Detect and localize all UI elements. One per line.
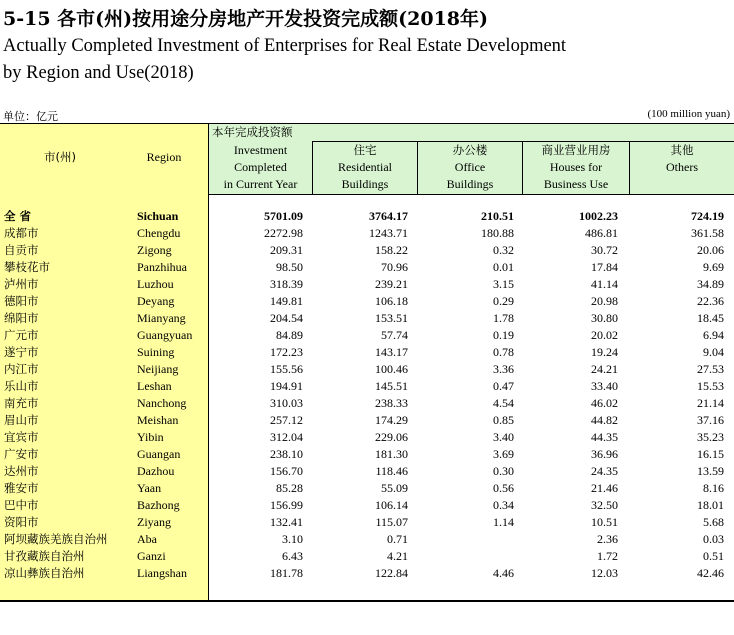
residential-cell: 55.09 — [381, 481, 408, 495]
header-business-cn: 商业营业用房 — [541, 143, 611, 157]
office-cell: 3.36 — [493, 362, 514, 376]
residential-cell: 57.74 — [381, 328, 408, 342]
region-en-cell: Liangshan — [137, 566, 187, 580]
others-cell: 35.23 — [697, 430, 724, 444]
table-row — [0, 480, 734, 497]
region-cn-cell: 眉山市 — [4, 413, 39, 427]
region-en-cell: Leshan — [137, 379, 172, 393]
region-en-cell: Nanchong — [137, 396, 187, 410]
office-cell: 180.88 — [481, 226, 514, 240]
table-row — [0, 310, 734, 327]
table-row — [0, 225, 734, 242]
others-cell: 361.58 — [691, 226, 724, 240]
table-row — [0, 378, 734, 395]
total-cell: 318.39 — [270, 277, 303, 291]
total-cell: 181.78 — [270, 566, 303, 580]
region-cn-cell: 自贡市 — [4, 243, 39, 257]
header-office-l3: Buildings — [446, 177, 494, 191]
region-cn-cell: 广安市 — [4, 447, 39, 461]
region-cn-cell: 泸州市 — [4, 277, 39, 291]
header-total-l1: Investment — [233, 143, 288, 157]
total-cell: 204.54 — [270, 311, 303, 325]
business-cell: 17.84 — [591, 260, 618, 274]
others-cell: 20.06 — [697, 243, 724, 257]
office-cell: 1.78 — [493, 311, 514, 325]
page-title-en-line2: by Region and Use(2018) — [3, 63, 194, 83]
region-en-cell: Yaan — [137, 481, 162, 495]
business-cell: 41.14 — [591, 277, 618, 291]
office-cell: 210.51 — [481, 209, 514, 223]
total-cell: 149.81 — [270, 294, 303, 308]
header-total — [209, 142, 312, 193]
residential-cell: 174.29 — [375, 413, 408, 427]
residential-cell: 239.21 — [375, 277, 408, 291]
region-en-cell: Bazhong — [137, 498, 180, 512]
region-en-cell: Guangan — [137, 447, 181, 461]
others-cell: 6.94 — [703, 328, 724, 342]
total-cell: 5701.09 — [264, 209, 303, 223]
table-row — [0, 259, 734, 276]
region-cn-cell: 绵阳市 — [4, 311, 39, 325]
others-cell: 724.19 — [691, 209, 724, 223]
region-en-cell: Deyang — [137, 294, 175, 308]
region-cn-cell: 内江市 — [4, 362, 39, 376]
business-cell: 32.50 — [591, 498, 618, 512]
business-cell: 24.21 — [591, 362, 618, 376]
region-cn-cell: 甘孜藏族自治州 — [4, 549, 85, 563]
region-cn-cell: 达州市 — [4, 464, 39, 478]
office-cell: 0.34 — [493, 498, 514, 512]
office-cell: 0.47 — [493, 379, 514, 393]
header-residential-l3: Buildings — [341, 177, 389, 191]
total-cell: 155.56 — [270, 362, 303, 376]
business-cell: 21.46 — [591, 481, 618, 495]
residential-cell: 238.33 — [375, 396, 408, 410]
business-cell: 20.02 — [591, 328, 618, 342]
table-row — [0, 565, 734, 582]
others-cell: 18.45 — [697, 311, 724, 325]
total-cell: 156.99 — [270, 498, 303, 512]
header-residential-cn: 住宅 — [353, 143, 377, 157]
table-row — [0, 548, 734, 565]
table-row — [0, 446, 734, 463]
total-cell: 209.31 — [270, 243, 303, 257]
business-cell: 19.24 — [591, 345, 618, 359]
region-en-cell: Suining — [137, 345, 175, 359]
region-en-cell: Chengdu — [137, 226, 181, 240]
header-business — [523, 142, 629, 193]
header-region-en: Region — [146, 150, 182, 164]
residential-cell: 106.14 — [375, 498, 408, 512]
office-cell: 0.56 — [493, 481, 514, 495]
others-cell: 34.89 — [697, 277, 724, 291]
office-cell: 4.46 — [493, 566, 514, 580]
table-header — [0, 123, 734, 195]
residential-cell: 145.51 — [375, 379, 408, 393]
page-title-cn: 5-15 各市(州)按用途分房地产开发投资完成额(2018年) — [3, 8, 489, 30]
table-row — [0, 412, 734, 429]
table-row — [0, 497, 734, 514]
table-bottom-rule — [0, 600, 734, 602]
region-en-cell: Yibin — [137, 430, 164, 444]
header-others — [630, 142, 734, 176]
table-row — [0, 327, 734, 344]
total-cell: 257.12 — [270, 413, 303, 427]
header-others-cn: 其他 — [670, 143, 694, 157]
office-cell: 4.54 — [493, 396, 514, 410]
region-en-cell: Dazhou — [137, 464, 175, 478]
total-cell: 2272.98 — [264, 226, 303, 240]
header-business-l3: Business Use — [543, 177, 609, 191]
table-row — [0, 242, 734, 259]
office-cell: 3.15 — [493, 277, 514, 291]
total-cell: 194.91 — [270, 379, 303, 393]
others-cell: 9.69 — [703, 260, 724, 274]
others-cell: 13.59 — [697, 464, 724, 478]
header-office-l2: Office — [454, 160, 486, 174]
region-cn-cell: 广元市 — [4, 328, 39, 342]
office-cell: 1.14 — [493, 515, 514, 529]
total-cell: 312.04 — [270, 430, 303, 444]
business-cell: 36.96 — [591, 447, 618, 461]
header-office — [418, 142, 522, 193]
office-cell: 0.32 — [493, 243, 514, 257]
business-cell: 33.40 — [591, 379, 618, 393]
total-cell: 85.28 — [276, 481, 303, 495]
total-cell: 156.70 — [270, 464, 303, 478]
office-cell: 3.40 — [493, 430, 514, 444]
business-cell: 30.72 — [591, 243, 618, 257]
residential-cell: 0.71 — [387, 532, 408, 546]
residential-cell: 158.22 — [375, 243, 408, 257]
region-cn-cell: 凉山彝族自治州 — [4, 566, 85, 580]
table-row — [0, 208, 734, 225]
others-cell: 37.16 — [697, 413, 724, 427]
residential-cell: 143.17 — [375, 345, 408, 359]
unit-label-cn: 单位：亿元 — [3, 110, 58, 123]
business-cell: 1.72 — [597, 549, 618, 563]
header-others-l2: Others — [666, 160, 698, 174]
office-cell: 0.78 — [493, 345, 514, 359]
business-cell: 486.81 — [585, 226, 618, 240]
header-residential — [313, 142, 417, 193]
others-cell: 22.36 — [697, 294, 724, 308]
region-cn-cell: 阿坝藏族羌族自治州 — [4, 532, 108, 546]
table-row — [0, 361, 734, 378]
residential-cell: 4.21 — [387, 549, 408, 563]
region-cn-cell: 乐山市 — [4, 379, 39, 393]
table-row — [0, 395, 734, 412]
region-cn-cell: 成都市 — [4, 226, 39, 240]
residential-cell: 118.46 — [375, 464, 408, 478]
business-cell: 20.98 — [591, 294, 618, 308]
others-cell: 0.03 — [703, 532, 724, 546]
region-cn-cell: 南充市 — [4, 396, 39, 410]
region-en-cell: Luzhou — [137, 277, 174, 291]
office-cell: 0.85 — [493, 413, 514, 427]
business-cell: 10.51 — [591, 515, 618, 529]
total-cell: 172.23 — [270, 345, 303, 359]
header-total-l3: in Current Year — [223, 177, 298, 191]
header-office-cn: 办公楼 — [452, 143, 488, 157]
region-cn-cell: 雅安市 — [4, 481, 39, 495]
table-row — [0, 429, 734, 446]
office-cell: 0.29 — [493, 294, 514, 308]
office-cell: 0.30 — [493, 464, 514, 478]
residential-cell: 106.18 — [375, 294, 408, 308]
table-row — [0, 514, 734, 531]
region-cn-cell: 遂宁市 — [4, 345, 39, 359]
business-cell: 1002.23 — [579, 209, 618, 223]
region-en-cell: Aba — [137, 532, 157, 546]
business-cell: 12.03 — [591, 566, 618, 580]
region-cn-cell: 攀枝花市 — [4, 260, 50, 274]
residential-cell: 229.06 — [375, 430, 408, 444]
unit-label-en: (100 million yuan) — [647, 108, 730, 120]
office-cell: 3.69 — [493, 447, 514, 461]
total-cell: 6.43 — [282, 549, 303, 563]
business-cell: 44.35 — [591, 430, 618, 444]
others-cell: 0.51 — [703, 549, 724, 563]
residential-cell: 115.07 — [375, 515, 408, 529]
region-en-cell: Sichuan — [137, 209, 179, 223]
others-cell: 42.46 — [697, 566, 724, 580]
business-cell: 46.02 — [591, 396, 618, 410]
region-en-cell: Ganzi — [137, 549, 166, 563]
table-row — [0, 276, 734, 293]
region-cn-cell: 资阳市 — [4, 515, 39, 529]
residential-cell: 3764.17 — [369, 209, 408, 223]
total-cell: 132.41 — [270, 515, 303, 529]
residential-cell: 122.84 — [375, 566, 408, 580]
residential-cell: 1243.71 — [369, 226, 408, 240]
region-cn-cell: 德阳市 — [4, 294, 39, 308]
office-cell: 0.01 — [493, 260, 514, 274]
table-row — [0, 531, 734, 548]
others-cell: 15.53 — [697, 379, 724, 393]
total-cell: 98.50 — [276, 260, 303, 274]
table-row — [0, 463, 734, 480]
residential-cell: 153.51 — [375, 311, 408, 325]
residential-cell: 181.30 — [375, 447, 408, 461]
header-business-l2: Houses for — [549, 160, 603, 174]
header-total-l2: Completed — [234, 160, 287, 174]
region-en-cell: Meishan — [137, 413, 179, 427]
table-row — [0, 293, 734, 310]
header-region-cn: 市(州) — [44, 150, 76, 164]
others-cell: 9.04 — [703, 345, 724, 359]
business-cell: 2.36 — [597, 532, 618, 546]
others-cell: 5.68 — [703, 515, 724, 529]
business-cell: 44.82 — [591, 413, 618, 427]
table-row — [0, 344, 734, 361]
others-cell: 18.01 — [697, 498, 724, 512]
region-en-cell: Zigong — [137, 243, 172, 257]
business-cell: 24.35 — [591, 464, 618, 478]
region-en-cell: Guangyuan — [137, 328, 193, 342]
total-cell: 84.89 — [276, 328, 303, 342]
residential-cell: 100.46 — [375, 362, 408, 376]
region-en-cell: Neijiang — [137, 362, 179, 376]
header-residential-l2: Residential — [338, 160, 392, 174]
region-en-cell: Mianyang — [137, 311, 186, 325]
region-cn-cell: 宜宾市 — [4, 430, 39, 444]
page-title-en-line1: Actually Completed Investment of Enterprises for Real Estate Development — [3, 36, 567, 56]
region-en-cell: Panzhihua — [137, 260, 187, 274]
total-cell: 3.10 — [282, 532, 303, 546]
others-cell: 21.14 — [697, 396, 724, 410]
header-group-cn: 本年完成投资额 — [212, 125, 293, 139]
residential-cell: 70.96 — [381, 260, 408, 274]
office-cell: 0.19 — [493, 328, 514, 342]
others-cell: 8.16 — [703, 481, 724, 495]
region-en-cell: Ziyang — [137, 515, 171, 529]
region-cn-cell: 巴中市 — [4, 498, 39, 512]
total-cell: 310.03 — [270, 396, 303, 410]
region-cn-cell: 全 省 — [4, 209, 32, 223]
others-cell: 27.53 — [697, 362, 724, 376]
business-cell: 30.80 — [591, 311, 618, 325]
total-cell: 238.10 — [270, 447, 303, 461]
others-cell: 16.15 — [697, 447, 724, 461]
